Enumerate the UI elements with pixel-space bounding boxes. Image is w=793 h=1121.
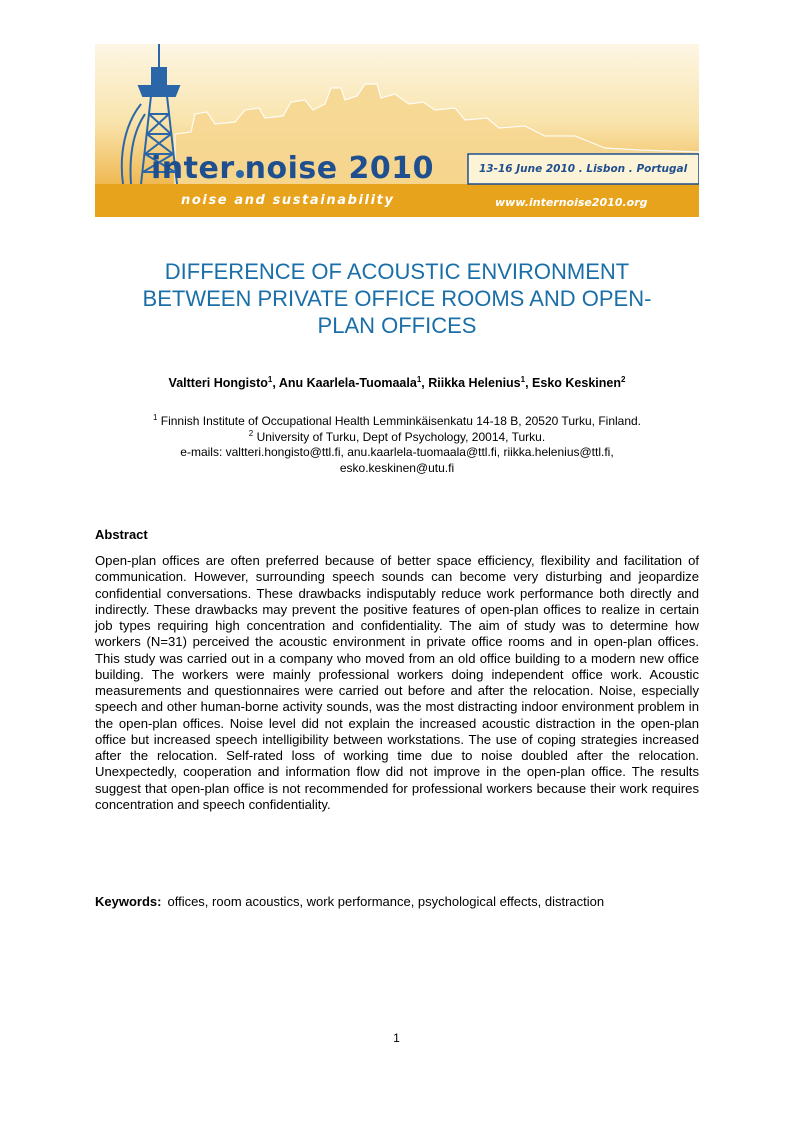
title-line: PLAN OFFICES: [317, 313, 477, 338]
affiliations: $^1$ Finnish Institute of Occupational Health Lemminkäisenkatu 14-18 B, 20520 Turku, Finland. $^2$ University of Turku, Dept of Psychology, 20014, Turku. e-mails: valtteri.hongisto@ttl.fi, anu.kaarlela-tuomaala@ttl.fi, riikka.helenius@ttl.fi, esko.keskinen@utu.fi: [152, 413, 642, 475]
banner-graphic: [95, 44, 699, 217]
paper-title: [95, 258, 699, 339]
title-line: BETWEEN PRIVATE OFFICE ROOMS AND OPEN-: [142, 286, 652, 311]
logo-text-inter: inter: [151, 151, 235, 186]
keywords-text: offices, room acoustics, work performance, psychological effects, distraction: [167, 894, 605, 909]
logo-text-noise: noise 2010: [244, 151, 435, 186]
abstract-text: Open-plan offices are often preferred because of better space efficiency, flexibility and facilitation of communication. However, surrounding speech sounds can become very disturbing and jeopardize confidential conversations. These drawbacks indisputably reduce work performance both directly and indirectly. These drawbacks may prevent the positive features of open-plan offices to realize in certain job types requiring high concentration and confidentiality. The aim of study was to determine how workers (N=31) perceived the acoustic environment in private office rooms and in open-plan offices. This study was carried out in a company who moved from an old office building to a modern new office building. The workers were mainly professional workers doing independent office work. Acoustic measurements and questionnaires were carried out before and after the relocation. Noise, especially speech and other human-borne activity sounds, was the most distracting indoor environment problem in the open-plan offices. Noise level did not explain the increased acoustic distraction in the open-plan office but increased speech intelligibility between workstations. The use of coping strategies increased after the relocation. Self-rated loss of working time due to noise doubled after the relocation. Unexpectedly, cooperation and information flow did not improve in the open-plan office. The results suggest that open-plan office is not recommended for professional workers because their work requires concentration and speech confidentiality.: [95, 553, 699, 812]
page-number: 1: [393, 1031, 400, 1045]
affiliation: University of Turku, Dept of Psychology, 20014, Turku.: [256, 429, 546, 444]
conference-tagline: noise and sustainability: [181, 193, 395, 208]
conference-banner: [95, 44, 699, 217]
author-list: Valtteri Hongisto$^1$, Anu Kaarlela-Tuomaala$^1$, Riikka Helenius$^1$, Esko Keskinen$^2$: [168, 374, 626, 390]
conference-url: www.internoise2010.org: [495, 196, 648, 209]
affiliation: Finnish Institute of Occupational Health Lemminkäisenkatu 14-18 B, 20520 Turku, Finland.: [160, 414, 642, 428]
abstract-heading: Abstract: [95, 527, 148, 542]
author-name: Anu Kaarlela-Tuomaala: [278, 376, 417, 390]
title-line: DIFFERENCE OF ACOUSTIC ENVIRONMENT: [164, 259, 630, 284]
author-name: Riikka Helenius: [428, 376, 521, 390]
keywords-label: Keywords:: [95, 894, 162, 909]
author-name: Esko Keskinen: [532, 376, 621, 390]
conference-logo: [151, 151, 435, 186]
keywords: [95, 894, 699, 909]
logo-dot: [236, 170, 244, 178]
conference-dates: 13-16 June 2010 . Lisbon . Portugal: [479, 163, 688, 175]
emails: e-mails: valtteri.hongisto@ttl.fi, anu.kaarlela-tuomaala@ttl.fi, riikka.helenius@ttl.fi,: [180, 445, 614, 460]
author-name: Valtteri Hongisto: [168, 376, 268, 390]
emails: esko.keskinen@utu.fi: [339, 460, 455, 475]
